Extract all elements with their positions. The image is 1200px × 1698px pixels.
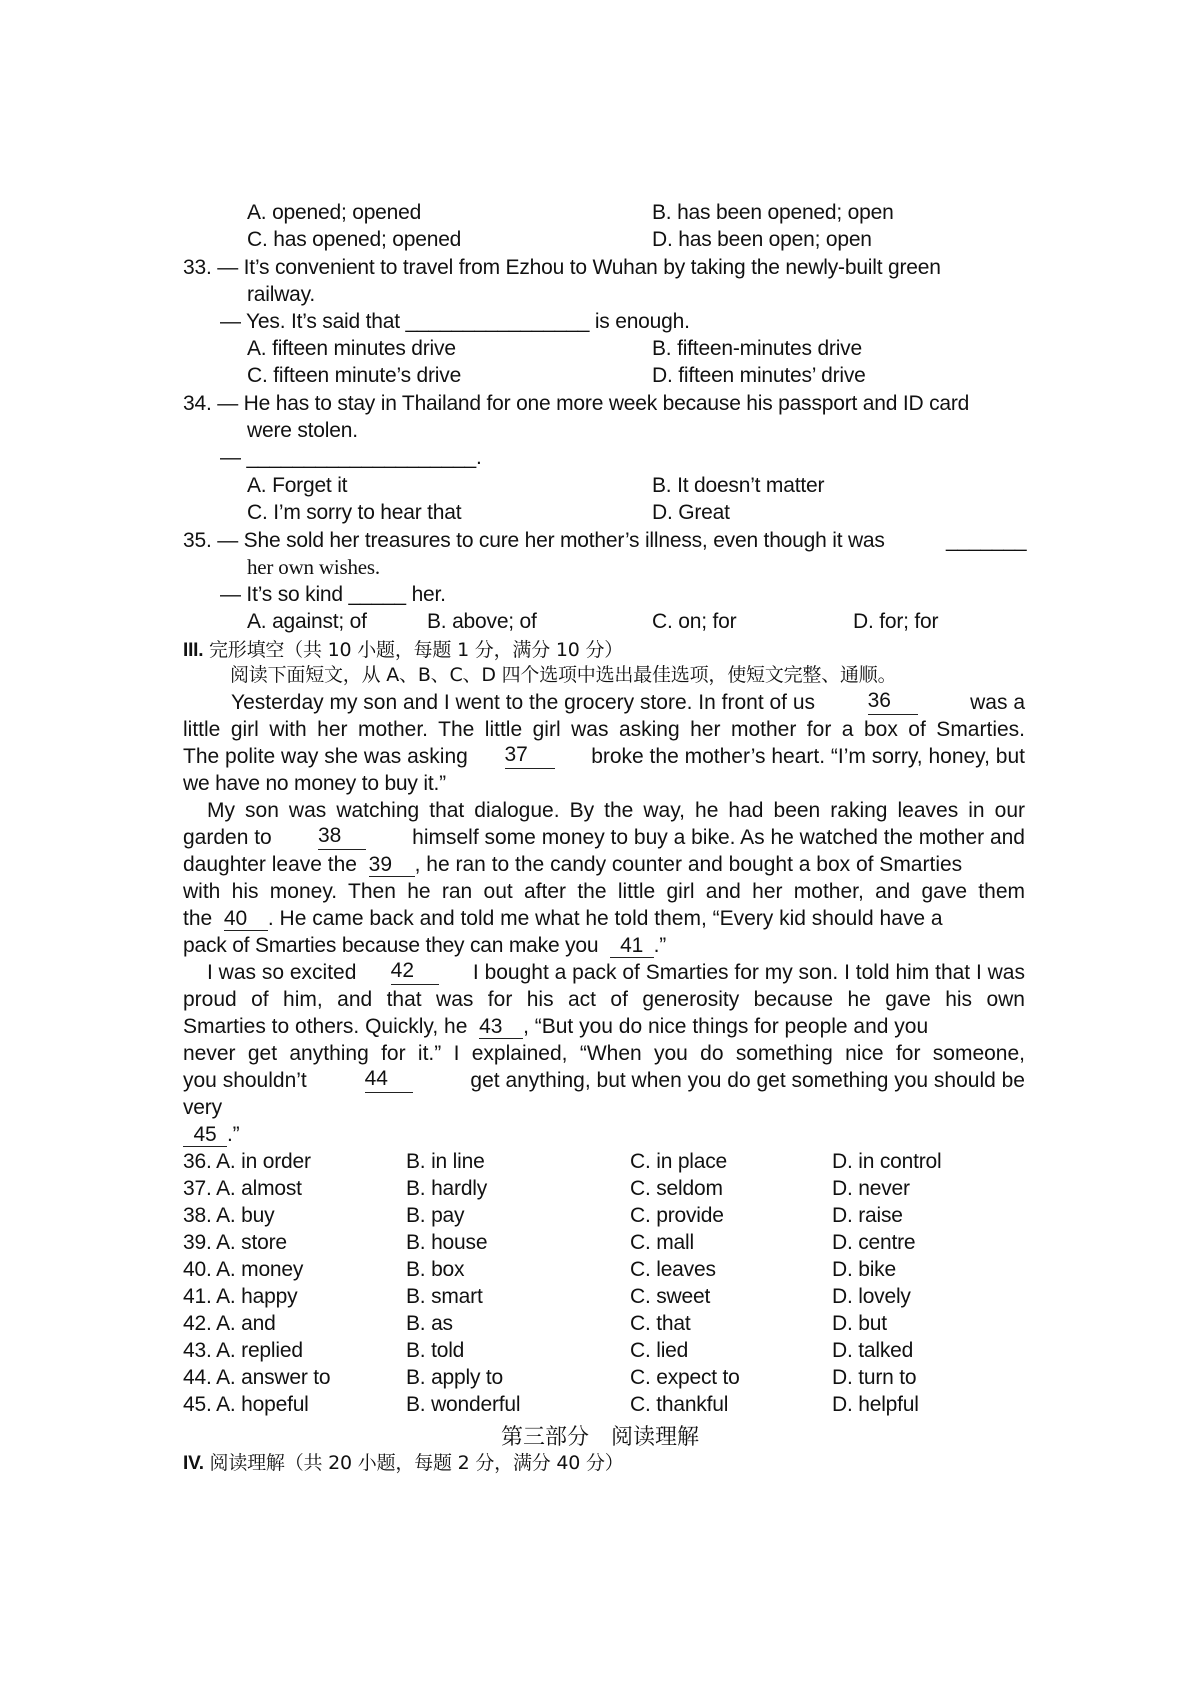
q33-reply-after: is enough. — [594, 310, 690, 333]
passage-line — [183, 1068, 1025, 1093]
q35-reply-before: — It’s so kind — [220, 583, 343, 606]
choice-c: C. that — [630, 1312, 691, 1335]
passage-text: , “But you do nice things for people and you — [523, 1015, 929, 1038]
part-3-title: 第三部分 阅读理解 — [500, 1425, 699, 1450]
q35-answer-blank-2[interactable]: _____ — [348, 583, 406, 606]
choice-d: D. raise — [832, 1204, 903, 1227]
choice-a: A. replied — [216, 1339, 303, 1362]
choice-d: D. but — [832, 1312, 887, 1335]
blank-39[interactable]: 39 — [369, 854, 415, 877]
choice-row — [183, 1338, 303, 1363]
choice-number: 44. — [183, 1366, 212, 1389]
q33-prompt — [183, 255, 941, 280]
choice-d: D. bike — [832, 1258, 896, 1281]
q33-option-b: B. fifteen-minutes drive — [652, 337, 862, 360]
choice-c: C. seldom — [630, 1177, 723, 1200]
choice-a: A. almost — [216, 1177, 302, 1200]
passage-line — [183, 933, 666, 958]
blank-45[interactable]: 45 — [183, 1124, 227, 1147]
passage-line: we have no money to buy it.” — [183, 772, 446, 795]
passage-text: Smarties to others. Quickly, he — [183, 1015, 468, 1038]
passage-text: I bought a pack of Smarties for my son. I told him that I was — [472, 961, 1025, 984]
choice-row — [183, 1149, 311, 1174]
passage-line: never get anything for it.” I explained, “When you do something nice for someone, — [183, 1042, 1025, 1065]
choice-a: A. money — [216, 1258, 304, 1281]
q34-prompt-line2: were stolen. — [247, 419, 358, 442]
blank-41[interactable]: 41 — [610, 935, 654, 958]
q34-option-d: D. Great — [652, 501, 730, 524]
blank-37[interactable]: 37 — [505, 744, 555, 769]
choice-b: B. box — [406, 1258, 465, 1281]
q33-prompt-line2: railway. — [247, 283, 316, 306]
q35-reply-after: her. — [411, 583, 446, 606]
choice-number: 38. — [183, 1204, 212, 1227]
blank-36[interactable]: 36 — [868, 690, 918, 715]
choice-c: C. leaves — [630, 1258, 716, 1281]
choice-number: 39. — [183, 1231, 212, 1254]
choice-a: A. and — [216, 1312, 276, 1335]
choice-c: C. lied — [630, 1339, 689, 1362]
choice-d: D. turn to — [832, 1366, 917, 1389]
choice-a: A. answer to — [216, 1366, 331, 1389]
q35-answer-blank-1[interactable]: _______ — [946, 529, 1027, 552]
passage-line: little girl with her mother. The little girl was asking her mother for a box of Smarties. — [183, 718, 1025, 741]
blank-38[interactable]: 38 — [318, 825, 366, 850]
q33-reply — [220, 309, 690, 334]
passage-text: . He came back and told me what he told them, “Every kid should have a — [267, 907, 943, 930]
passage-text: broke the mother’s heart. “I’m sorry, honey, but — [591, 745, 1025, 768]
passage-text: pack of Smarties because they can make you — [183, 934, 599, 957]
choice-b: B. in line — [406, 1150, 485, 1173]
passage-text: get anything, but when you do get something you should be — [470, 1069, 1025, 1092]
passage-text: himself some money to buy a bike. As he watched the mother and — [412, 826, 1025, 849]
choice-a: A. hopeful — [216, 1393, 309, 1416]
blank-43[interactable]: 43 — [479, 1016, 523, 1039]
passage-line — [183, 906, 1025, 931]
q35-option-b: B. above; of — [427, 610, 537, 633]
choice-a: A. in order — [216, 1150, 311, 1173]
choice-number: 37. — [183, 1177, 212, 1200]
q34-prompt — [183, 391, 969, 416]
section-3-numeral: III. — [183, 640, 204, 661]
passage-line: very — [183, 1096, 222, 1119]
choice-row — [183, 1365, 330, 1390]
section-4-title: 阅读理解（共 20 小题，每题 2 分，满分 40 分） — [209, 1452, 624, 1474]
choice-d: D. helpful — [832, 1393, 919, 1416]
choice-c: C. expect to — [630, 1366, 740, 1389]
passage-line — [183, 744, 1025, 769]
passage-text: .” — [227, 1123, 240, 1146]
choice-c: C. in place — [630, 1150, 728, 1173]
q34-reply-dash: — — [220, 446, 241, 469]
q35-number: 35. — [183, 529, 212, 552]
q33-number: 33. — [183, 256, 212, 279]
choice-b: B. house — [406, 1231, 488, 1254]
q34-number: 34. — [183, 392, 212, 415]
passage-text: garden to — [183, 826, 272, 849]
choice-row — [183, 1311, 276, 1336]
q33-option-c: C. fifteen minute’s drive — [247, 364, 462, 387]
q32-option-b: B. has been opened; open — [652, 201, 894, 224]
passage-line: with his money. Then he ran out after the little girl and her mother, and gave them — [183, 880, 1025, 903]
choice-number: 43. — [183, 1339, 212, 1362]
section-3-instruction: 阅读下面短文，从 A、B、C、D 四个选项中选出最佳选项，使短文完整、通顺。 — [230, 664, 897, 686]
q33-option-a: A. fifteen minutes drive — [247, 337, 456, 360]
passage-line: proud of him, and that was for his act of generosity because he gave his own — [183, 988, 1025, 1011]
passage-line: My son was watching that dialogue. By the way, he had been raking leaves in our — [207, 799, 1025, 822]
choice-a: A. buy — [216, 1204, 275, 1227]
choice-b: B. smart — [406, 1285, 483, 1308]
choice-b: B. as — [406, 1312, 453, 1335]
choice-a: A. happy — [216, 1285, 298, 1308]
choice-number: 45. — [183, 1393, 212, 1416]
q34-reply — [220, 445, 482, 470]
q33-prompt-line1: — It’s convenient to travel from Ezhou to Wuhan by taking the newly-built green — [217, 256, 941, 279]
choice-d: D. lovely — [832, 1285, 911, 1308]
q34-reply-after: . — [476, 446, 482, 469]
passage-text: The polite way she was asking — [183, 745, 468, 768]
passage-line — [183, 1014, 1025, 1039]
passage-text: daughter leave the — [183, 853, 357, 876]
choice-b: B. hardly — [406, 1177, 488, 1200]
choice-d: D. talked — [832, 1339, 914, 1362]
section-4-heading — [183, 1450, 624, 1476]
choice-number: 42. — [183, 1312, 212, 1335]
blank-44[interactable]: 44 — [365, 1068, 413, 1093]
q32-option-c: C. has opened; opened — [247, 228, 462, 251]
choice-d: D. centre — [832, 1231, 916, 1254]
q35-prompt-line2: her own wishes. — [247, 555, 380, 579]
passage-text: you shouldn’t — [183, 1069, 307, 1092]
q33-answer-blank[interactable]: ________________ — [405, 310, 590, 333]
choice-row — [183, 1230, 287, 1255]
section-4-numeral: IV. — [183, 1453, 204, 1474]
q34-answer-blank[interactable]: ____________________ — [246, 446, 477, 469]
q35-reply — [220, 582, 446, 607]
choice-row — [183, 1176, 302, 1201]
choice-b: B. told — [406, 1339, 465, 1362]
choice-a: A. store — [216, 1231, 287, 1254]
q32-option-d: D. has been open; open — [652, 228, 872, 251]
passage-line — [231, 690, 1025, 715]
passage-line — [183, 825, 1025, 850]
choice-number: 40. — [183, 1258, 212, 1281]
q35-prompt — [183, 528, 885, 553]
q33-reply-before: — Yes. It’s said that — [220, 310, 400, 333]
q35-prompt-line1: — She sold her treasures to cure her mother’s illness, even though it was — [217, 529, 885, 552]
q34-option-b: B. It doesn’t matter — [652, 474, 825, 497]
q34-option-c: C. I’m sorry to hear that — [247, 501, 462, 524]
passage-line — [183, 852, 1025, 877]
q35-option-a: A. against; of — [247, 610, 367, 633]
passage-text: I was so excited — [207, 961, 357, 984]
choice-d: D. in control — [832, 1150, 942, 1173]
choice-number: 36. — [183, 1150, 212, 1173]
choice-row — [183, 1203, 274, 1228]
q34-option-a: A. Forget it — [247, 474, 348, 497]
q32-option-a: A. opened; opened — [247, 201, 422, 224]
choice-c: C. mall — [630, 1231, 694, 1254]
choice-row — [183, 1392, 309, 1417]
passage-line — [183, 1122, 239, 1147]
choice-c: C. thankful — [630, 1393, 729, 1416]
choice-c: C. sweet — [630, 1285, 711, 1308]
passage-text: the — [183, 907, 213, 930]
choice-b: B. pay — [406, 1204, 465, 1227]
choice-c: C. provide — [630, 1204, 724, 1227]
passage-text: , he ran to the candy counter and bought a box of Smarties — [414, 853, 963, 876]
choice-row — [183, 1257, 303, 1282]
blank-40[interactable]: 40 — [224, 908, 268, 931]
q35-option-d: D. for; for — [853, 610, 939, 633]
section-3-heading — [183, 637, 623, 663]
q34-prompt-line1: — He has to stay in Thailand for one more week because his passport and ID card — [217, 392, 970, 415]
section-3-title: 完形填空（共 10 小题，每题 1 分，满分 10 分） — [208, 639, 624, 661]
passage-text: Yesterday my son and I went to the grocery store. In front of us — [231, 691, 816, 714]
passage-line — [207, 960, 1025, 985]
passage-text: .” — [653, 934, 667, 957]
choice-number: 41. — [183, 1285, 212, 1308]
q33-option-d: D. fifteen minutes’ drive — [652, 364, 866, 387]
choice-row — [183, 1284, 297, 1309]
choice-b: B. wonderful — [406, 1393, 521, 1416]
choice-d: D. never — [832, 1177, 910, 1200]
passage-text: was a — [970, 691, 1025, 714]
blank-42[interactable]: 42 — [391, 960, 439, 985]
q35-option-c: C. on; for — [652, 610, 737, 633]
choice-b: B. apply to — [406, 1366, 504, 1389]
